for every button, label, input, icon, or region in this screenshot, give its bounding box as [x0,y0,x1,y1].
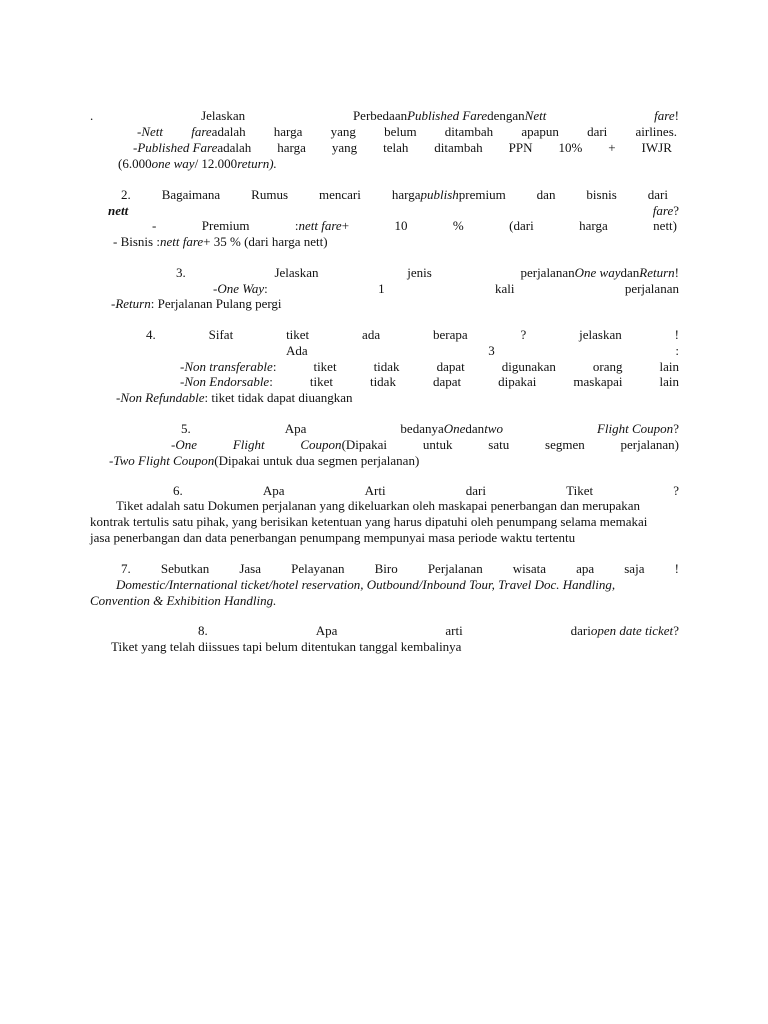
text-run: + [608,140,616,155]
text-run [392,187,506,203]
text-line [146,327,679,343]
text-run: untuk [422,437,453,452]
text-run: Jelaskan [201,108,246,123]
text-run: ? [673,483,679,498]
text-run: dari [465,483,486,498]
text-run: jasa penerbangan dan data penerbangan penumpang mempunyai masa periode waktu tertentu [90,530,576,545]
text-run: jenis [407,265,432,280]
text-segment: perjalanan [520,265,575,280]
text-segment: ? [673,421,679,436]
text-segment: One [443,421,466,436]
text-segment: + 35 % (dari harga nett) [203,234,328,249]
text-segment: : [294,218,299,233]
text-run: tidak [369,374,396,389]
text-run [113,234,328,250]
text-line [116,577,679,593]
text-segment: - [133,140,138,155]
text-run: Pelayanan [291,561,345,576]
text-run: Ada [286,343,308,358]
text-segment: dan [620,265,640,280]
text-run: 10 [394,218,408,233]
text-segment: Published Fare [137,140,218,155]
text-run: 5. [181,421,191,436]
text-segment: (Dipakai [341,437,388,452]
text-run: jelaskan [579,327,622,342]
text-run: ditambah [444,124,494,139]
text-line [121,187,668,203]
text-run: 7. [121,561,131,576]
text-run: kali [494,281,515,296]
text-run: ada [362,327,381,342]
text-run [400,421,503,437]
text-run [137,124,163,140]
text-segment: bedanya [400,421,444,436]
text-run: Tiket adalah satu Dokumen perjalanan yang dikeluarkan oleh maskapai penerbangan dan merupakan [116,498,641,513]
text-segment: ? [673,203,679,218]
text-segment: premium [458,187,506,202]
text-segment: Non Endorsable [184,374,270,389]
text-run: ! [674,561,679,576]
text-segment: nett fare [298,218,342,233]
text-segment: Two Flight Coupon [113,453,215,468]
text-line [176,265,679,281]
text-run: satu [488,437,510,452]
text-segment: fare [652,203,674,218]
text-run: Apa [315,623,338,638]
text-run: nett) [653,218,677,233]
text-run: Perjalanan [427,561,483,576]
text-run: Sifat [208,327,234,342]
text-segment: : tiket tidak dapat diuangkan [204,390,353,405]
text-run: mencari [318,187,361,202]
text-segment: ! [674,265,679,280]
text-run [180,374,273,390]
text-line [90,530,576,546]
text-run: lain [659,359,679,374]
text-run: harga [277,140,306,155]
text-segment: Return [639,265,675,280]
text-run: kontrak tertulis satu pihak, yang berisikan ketentuan yang harus dipatuhi oleh penumpang selama memakai [90,514,648,529]
text-run: 4. [146,327,156,342]
text-run: Biro [374,561,398,576]
text-run: Flight [232,437,265,452]
text-run [171,437,197,453]
text-segment: : [264,281,268,296]
text-run: apa [576,561,595,576]
text-segment: - [137,124,142,139]
text-run: harga [273,124,303,139]
text-run: tiket [313,359,337,374]
text-run [571,623,679,639]
text-line [180,374,679,390]
text-run: 8. [198,623,208,638]
text-run: dapat [432,374,462,389]
text-run: arti [445,623,463,638]
text-run: ditambah [434,140,483,155]
text-run [597,421,679,437]
text-run [191,124,245,140]
text-segment: two [484,421,503,436]
text-segment: Coupon [300,437,342,452]
text-line [173,483,679,499]
text-segment: dengan [487,108,525,123]
text-run: digunakan [501,359,556,374]
text-run: Tiket [566,483,594,498]
text-run: Arti [364,483,386,498]
text-segment: One [175,437,198,452]
text-segment: - [109,453,114,468]
text-line [213,281,679,297]
text-line [181,421,679,437]
text-line [108,203,679,219]
text-segment: dari [570,623,591,638]
text-run: 1 [378,281,385,296]
text-line [118,156,292,172]
text-segment: One way [574,265,621,280]
text-line [90,593,280,609]
text-run: Convention & Exhibition Handling. [90,593,277,608]
text-run: Sebutkan [160,561,210,576]
text-run: : [675,343,679,358]
text-segment: publish [420,187,459,202]
text-segment: One Way [217,281,265,296]
text-segment: Flight Coupon [596,421,674,436]
text-run [116,390,353,406]
text-run: dari [647,187,668,202]
text-run: yang [330,124,356,139]
text-segment: Non Refundable [120,390,205,405]
text-run: airlines. [635,124,677,139]
text-run: orang [592,359,623,374]
text-run: dari [587,124,608,139]
text-line [180,359,679,375]
text-segment: dan [465,421,485,436]
text-run: yang [331,140,358,155]
text-line [109,453,433,469]
text-segment: - [213,281,218,296]
text-run: tidak [373,359,400,374]
text-run: dapat [436,359,465,374]
text-line [198,623,679,639]
text-segment: - [171,437,176,452]
text-run: 2. [121,187,131,202]
text-segment: open date ticket [590,623,674,638]
text-segment: Non transferable [184,359,273,374]
text-segment: return). [237,156,277,171]
text-line [137,124,677,140]
text-run [295,218,349,234]
text-segment: (Dipakai untuk dua segmen perjalanan) [214,453,420,468]
text-line [111,296,292,312]
text-line [90,514,677,530]
text-line [111,639,466,655]
text-run: wisata [512,561,547,576]
text-segment: adalah [217,140,252,155]
text-run [520,265,679,281]
text-run: Jasa [239,561,261,576]
text-run [300,437,387,453]
text-run: saja [624,561,645,576]
text-segment: Return [115,296,151,311]
text-segment: Nett [524,108,547,123]
text-run [133,140,251,156]
text-segment: fare [191,124,212,139]
text-run [654,108,679,124]
text-run [109,453,419,469]
text-segment: ! [674,108,679,123]
text-segment: ? [673,623,679,638]
text-segment: - Bisnis : [113,234,160,249]
text-run [653,203,679,219]
text-run: 10% [558,140,583,155]
text-run: ! [674,327,679,342]
text-segment: one way [151,156,195,171]
text-line [116,390,364,406]
text-run: harga [579,218,608,233]
text-run [118,156,277,172]
text-segment: Nett [141,124,164,139]
text-run: % [452,218,464,233]
text-line [116,498,677,514]
text-line [113,234,339,250]
text-segment: - [180,359,185,374]
text-run: Premium [201,218,250,233]
text-segment: nett fare [159,234,204,249]
text-run: Apa [284,421,307,436]
text-segment: Published Fare [407,108,488,123]
text-run: tiket [286,327,310,342]
text-run: Jelaskan [274,265,319,280]
text-run: perjalanan) [620,437,679,452]
text-line [133,140,672,156]
text-run: 6. [173,483,183,498]
text-segment: fare [654,108,675,123]
text-run: . [90,108,94,123]
text-run: PPN [508,140,533,155]
text-line [286,343,679,359]
text-segment: Perbedaan [352,108,408,123]
text-segment: : [272,359,277,374]
text-run: tiket [309,374,333,389]
text-line [121,561,679,577]
text-run [353,108,546,124]
text-segment: - [111,296,116,311]
text-run: (dari [509,218,534,233]
text-run: segmen [545,437,585,452]
text-run [111,296,282,312]
text-segment: : Perjalanan Pulang pergi [150,296,282,311]
text-run: nett [108,203,129,218]
text-segment: (6.000 [118,156,152,171]
text-run: belum [384,124,417,139]
text-run: Tiket yang telah diissues tapi belum ditentukan tanggal kembalinya [111,639,462,654]
text-run [213,281,268,297]
text-segment: - [180,374,185,389]
text-run: 3 [488,343,495,358]
text-run: lain [659,374,679,389]
text-run: 3. [176,265,186,280]
text-run: perjalanan [624,281,679,296]
text-segment: / 12.000 [194,156,238,171]
text-segment: harga [391,187,421,202]
text-segment: - [116,390,121,405]
text-line [152,218,677,234]
text-run: maskapai [573,374,623,389]
text-run: telah [383,140,409,155]
text-run: dan [536,187,556,202]
text-run: Rumus [251,187,289,202]
text-line [171,437,679,453]
text-run: ? [520,327,527,342]
text-segment: + [341,218,350,233]
text-run: dipakai [498,374,537,389]
text-run: berapa [432,327,468,342]
text-run: Apa [262,483,285,498]
text-run: apapun [521,124,559,139]
text-segment: : [269,374,273,389]
text-run: Bagaimana [161,187,221,202]
text-segment: adalah [211,124,246,139]
text-run: bisnis [586,187,617,202]
text-line [90,108,679,124]
text-run: IWJR [641,140,672,155]
text-run [180,359,276,375]
text-run: - [152,218,157,233]
text-run: Domestic/International ticket/hotel reservation, Outbound/Inbound Tour, Travel Doc. Handling, [116,577,616,592]
